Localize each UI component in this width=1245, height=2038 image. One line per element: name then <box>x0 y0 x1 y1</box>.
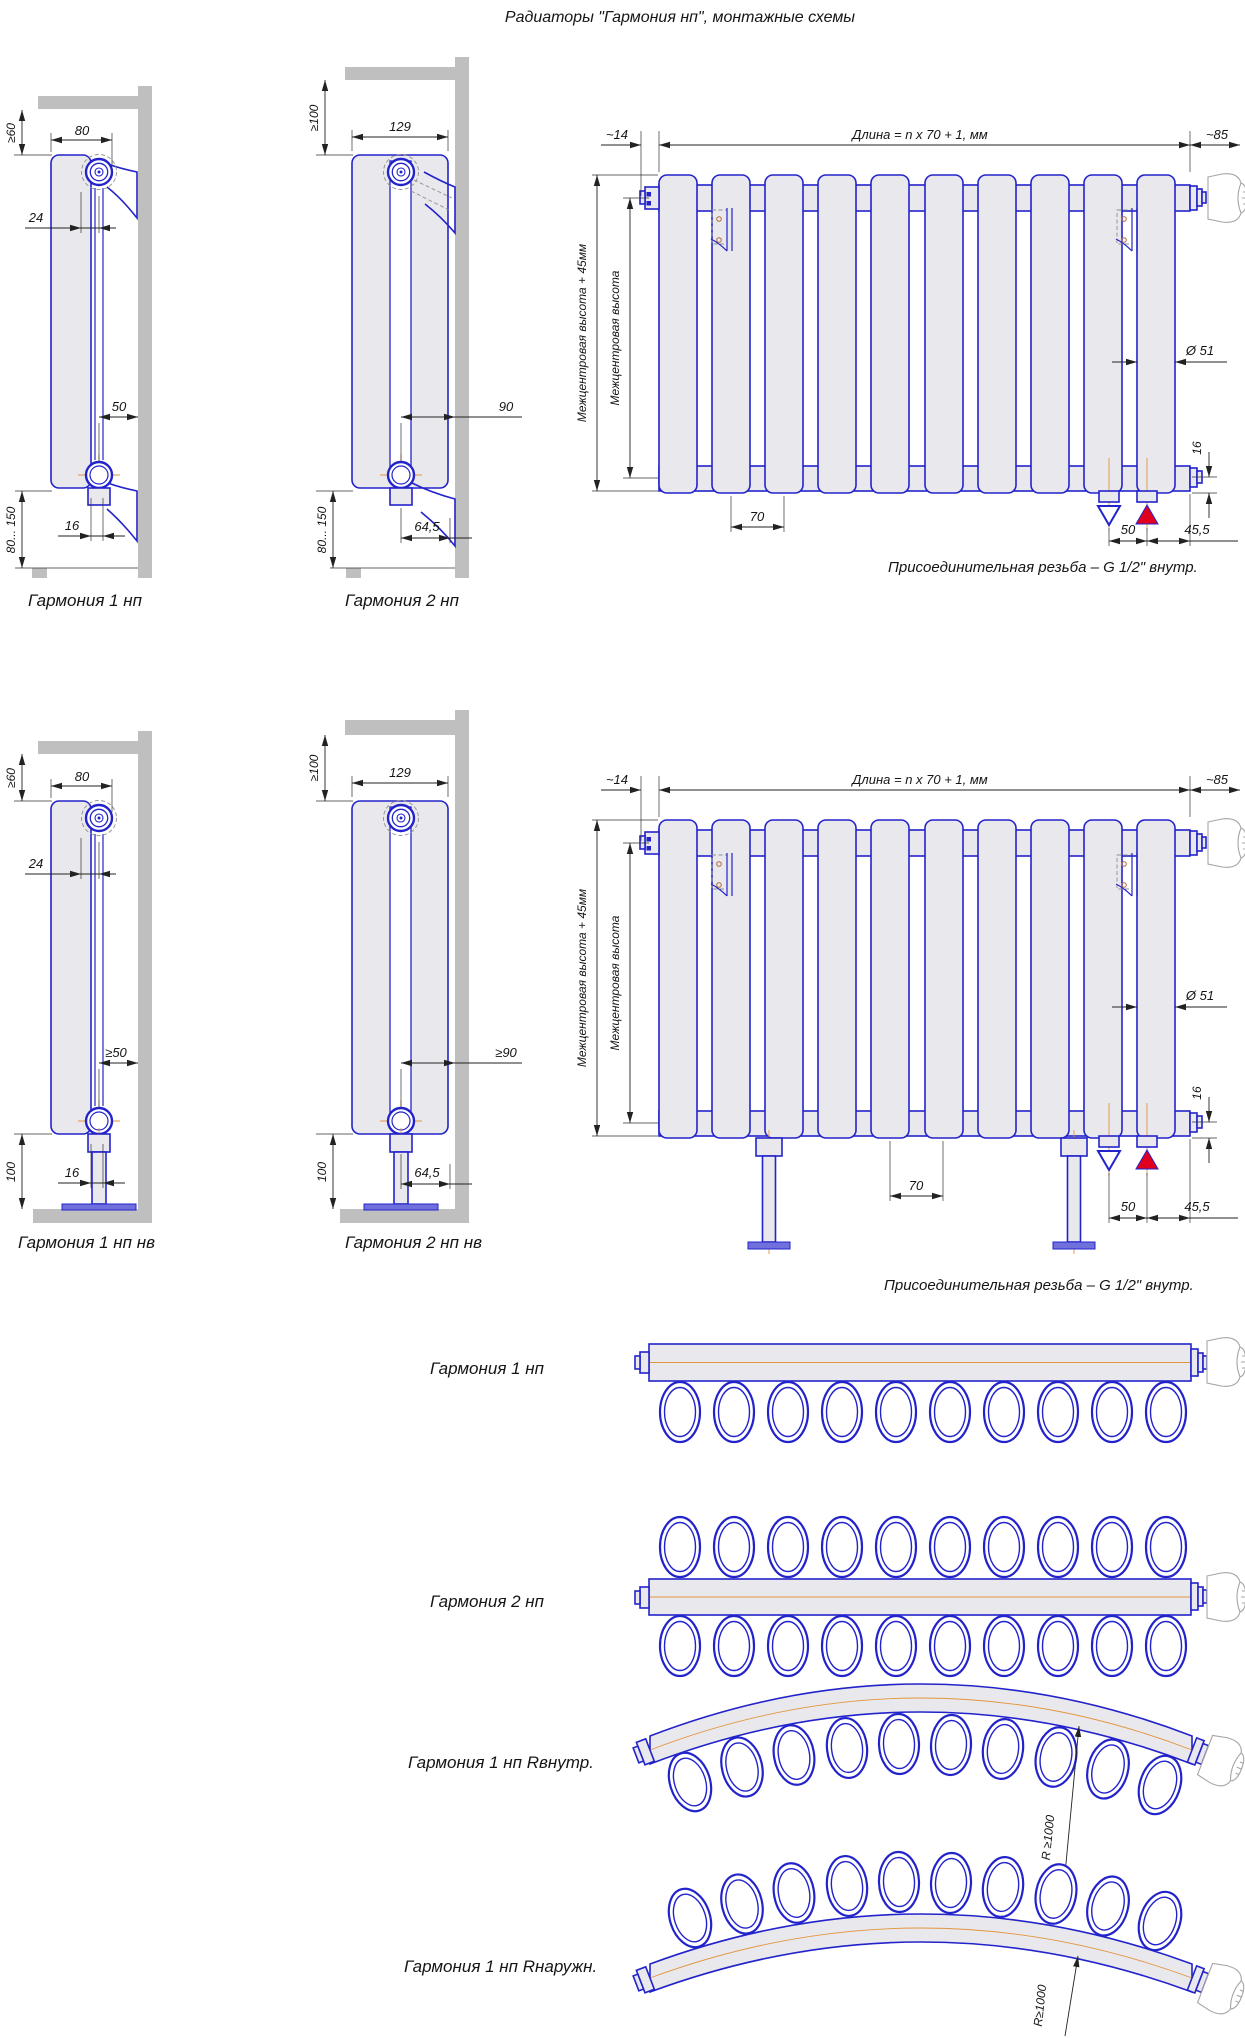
thread-note: Присоединительная резьба – G 1/2" внутр. <box>888 559 1198 576</box>
dim-axis-offset: 16 <box>64 518 80 533</box>
dim-wall-dist: 50 <box>111 399 127 414</box>
caption-top-1np-r-inner: Гармония 1 нп Rвнутр. <box>408 1753 594 1772</box>
side-view-garmoniya-1np-nv <box>4 731 155 1252</box>
dim-height-inner: Межцентровая высота <box>608 915 622 1051</box>
dim-width: 129 <box>389 765 411 780</box>
caption-garmoniya-1np-nv: Гармония 1 нп нв <box>18 1233 155 1252</box>
dim-floor-height: 100 <box>4 1161 18 1183</box>
dim-height-outer: Межцентровая высота + 45мм <box>575 888 589 1068</box>
dim-axis-offset: 16 <box>64 1165 80 1180</box>
dim-wall-dist: ≥90 <box>495 1045 517 1060</box>
dim-conn-edge: 45,5 <box>1184 1199 1210 1214</box>
caption-top-1np-r-outer: Гармония 1 нп Rнаружн. <box>404 1957 598 1976</box>
caption-garmoniya-2np: Гармония 2 нп <box>345 591 460 610</box>
dim-width: 80 <box>74 769 90 784</box>
dim-end-right: ~85 <box>1205 772 1229 787</box>
dim-wall-dist: ≥50 <box>105 1045 127 1060</box>
dim-tube-dia: Ø 51 <box>1185 988 1215 1003</box>
dim-length-formula: Длина = n x 70 + 1, мм <box>852 127 988 142</box>
dim-edge-offset: 16 <box>1190 441 1204 455</box>
dim-tube-dia: Ø 51 <box>1185 343 1215 358</box>
dim-axis-offset: 64,5 <box>414 519 440 534</box>
dim-length-formula: Длина = n x 70 + 1, мм <box>852 772 988 787</box>
dim-floor-range: 80... 150 <box>4 506 18 554</box>
dim-axis: 24 <box>28 856 44 871</box>
dim-end-left: ~14 <box>605 127 629 142</box>
dim-width: 129 <box>389 119 411 134</box>
dim-gap-top: ≥100 <box>307 104 321 132</box>
side-view-garmoniya-2np-nv <box>307 710 522 1252</box>
dim-height-outer: Межцентровая высота + 45мм <box>575 243 589 423</box>
dim-conn-edge: 45,5 <box>1184 522 1210 537</box>
top-view-garmoniya-1np <box>430 1338 1245 1442</box>
dim-end-left: ~14 <box>605 772 629 787</box>
dim-pitch: 70 <box>749 509 765 524</box>
front-view-section1 <box>575 127 1245 576</box>
dim-gap-top: ≥100 <box>307 754 321 782</box>
side-view-garmoniya-1np <box>4 86 152 610</box>
caption-top-1np: Гармония 1 нп <box>430 1359 545 1378</box>
radius-label: R ≥1000 <box>1038 1814 1058 1861</box>
front-view-section2 <box>575 772 1245 1294</box>
dim-floor-height: 100 <box>315 1161 329 1183</box>
top-view-garmoniya-1np-r-outer <box>404 1851 1245 2036</box>
caption-top-2np: Гармония 2 нп <box>430 1592 545 1611</box>
side-view-garmoniya-2np <box>307 57 522 610</box>
dim-floor-range: 80... 150 <box>315 506 329 554</box>
page-title: Радиаторы "Гармония нп", монтажные схемы <box>504 9 856 26</box>
dim-axis: 24 <box>28 210 44 225</box>
dim-gap-top: ≥60 <box>4 768 18 788</box>
dim-end-right: ~85 <box>1205 127 1229 142</box>
top-view-garmoniya-2np <box>430 1517 1245 1676</box>
dim-width: 80 <box>74 123 90 138</box>
caption-garmoniya-2np-nv: Гармония 2 нп нв <box>345 1233 482 1252</box>
caption-garmoniya-1np: Гармония 1 нп <box>28 591 143 610</box>
dim-pitch: 70 <box>908 1178 924 1193</box>
dim-conn-span: 50 <box>1120 522 1136 537</box>
dim-conn-span: 50 <box>1120 1199 1136 1214</box>
dim-edge-offset: 16 <box>1190 1086 1204 1100</box>
dim-axis-offset: 64,5 <box>414 1165 440 1180</box>
dim-gap-top: ≥60 <box>4 123 18 143</box>
thread-note: Присоединительная резьба – G 1/2" внутр. <box>884 1277 1194 1294</box>
radius-label: R≥1000 <box>1030 1983 1050 2028</box>
dim-height-inner: Межцентровая высота <box>608 270 622 406</box>
dim-wall-dist: 90 <box>498 399 514 414</box>
